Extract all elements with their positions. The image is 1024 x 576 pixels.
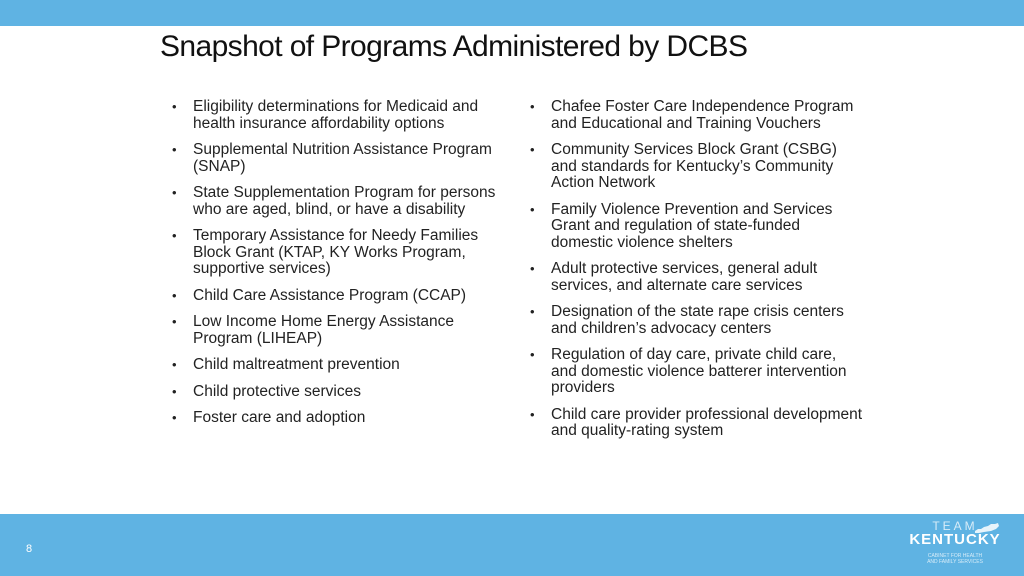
list-item xyxy=(172,228,502,278)
bullet-icon: • xyxy=(530,261,535,276)
list-item-text: Temporary Assistance for Needy Families Block Grant (KTAP, KY Works Program, supportive services) xyxy=(193,227,479,277)
bullet-icon: • xyxy=(172,383,177,399)
bullet-icon: • xyxy=(530,304,535,319)
list-item xyxy=(172,357,502,374)
list-item xyxy=(172,288,502,305)
list-item-text: Child Care Assistance Program (CCAP) xyxy=(193,286,467,304)
list-item-text: Chafee Foster Care Independence Program and Educational and Training Vouchers xyxy=(551,98,854,132)
list-item xyxy=(172,99,502,132)
list-item xyxy=(172,384,502,401)
bullet-icon: • xyxy=(172,185,177,200)
list-item-text: Adult protective services, general adult services, and alternate care services xyxy=(551,260,818,294)
logo-state-text: KENTUCKY xyxy=(909,531,1001,548)
list-item xyxy=(172,314,502,347)
bullet-icon: • xyxy=(172,410,177,425)
bullet-icon: • xyxy=(530,142,535,157)
bullet-icon: • xyxy=(530,347,535,362)
list-item xyxy=(530,202,865,252)
bottom-accent-bar xyxy=(0,514,1024,576)
list-item-text: Designation of the state rape crisis centers and children’s advocacy centers xyxy=(551,303,844,337)
list-item-text: Community Services Block Grant (CSBG) and standards for Kentucky’s Community Action Network xyxy=(551,141,837,191)
page-number: 8 xyxy=(26,543,33,555)
bullet-icon: • xyxy=(172,314,177,329)
list-item xyxy=(530,407,865,440)
list-item xyxy=(530,99,865,132)
list-item-text: Eligibility determinations for Medicaid and health insurance affordability options xyxy=(193,98,479,132)
logo-subtitle-line2: AND FAMILY SERVICES xyxy=(927,559,983,565)
bullet-icon: • xyxy=(530,406,535,422)
list-item-text: Child protective services xyxy=(193,382,361,400)
bullet-icon: • xyxy=(530,201,535,217)
bullet-icon: • xyxy=(172,228,177,243)
bullet-icon: • xyxy=(530,99,535,114)
right-program-list xyxy=(530,99,865,450)
list-item-text: Low Income Home Energy Assistance Program (LIHEAP) xyxy=(193,313,455,347)
list-item xyxy=(172,142,502,175)
list-item-text: Foster care and adoption xyxy=(193,409,366,426)
bullet-icon: • xyxy=(172,99,177,114)
list-item-text: State Supplementation Program for persons who are aged, blind, or have a disability xyxy=(193,184,496,218)
logo-team-text: TEAM xyxy=(932,519,978,533)
team-kentucky-logo xyxy=(906,520,1004,574)
list-item-text: Child maltreatment prevention xyxy=(193,356,400,373)
list-item xyxy=(530,261,865,294)
top-accent-bar xyxy=(0,0,1024,26)
list-item xyxy=(172,185,502,218)
list-item-text: Family Violence Prevention and Services Grant and regulation of state-funded domestic violence shelters xyxy=(551,200,833,251)
list-item-text: Regulation of day care, private child care, and domestic violence batterer intervention providers xyxy=(551,346,847,396)
list-item xyxy=(530,304,865,337)
bullet-icon: • xyxy=(172,142,177,157)
left-program-list xyxy=(172,99,502,437)
list-item-text: Supplemental Nutrition Assistance Program (SNAP) xyxy=(193,141,492,175)
list-item xyxy=(172,410,502,427)
list-item xyxy=(530,142,865,192)
bullet-icon: • xyxy=(172,287,177,303)
slide-title: Snapshot of Programs Administered by DCBS xyxy=(160,30,748,63)
bullet-icon: • xyxy=(172,357,177,372)
list-item xyxy=(530,347,865,397)
list-item-text: Child care provider professional development and quality-rating system xyxy=(551,405,863,439)
logo-subtitle-line1: CABINET FOR HEALTH xyxy=(927,553,983,559)
